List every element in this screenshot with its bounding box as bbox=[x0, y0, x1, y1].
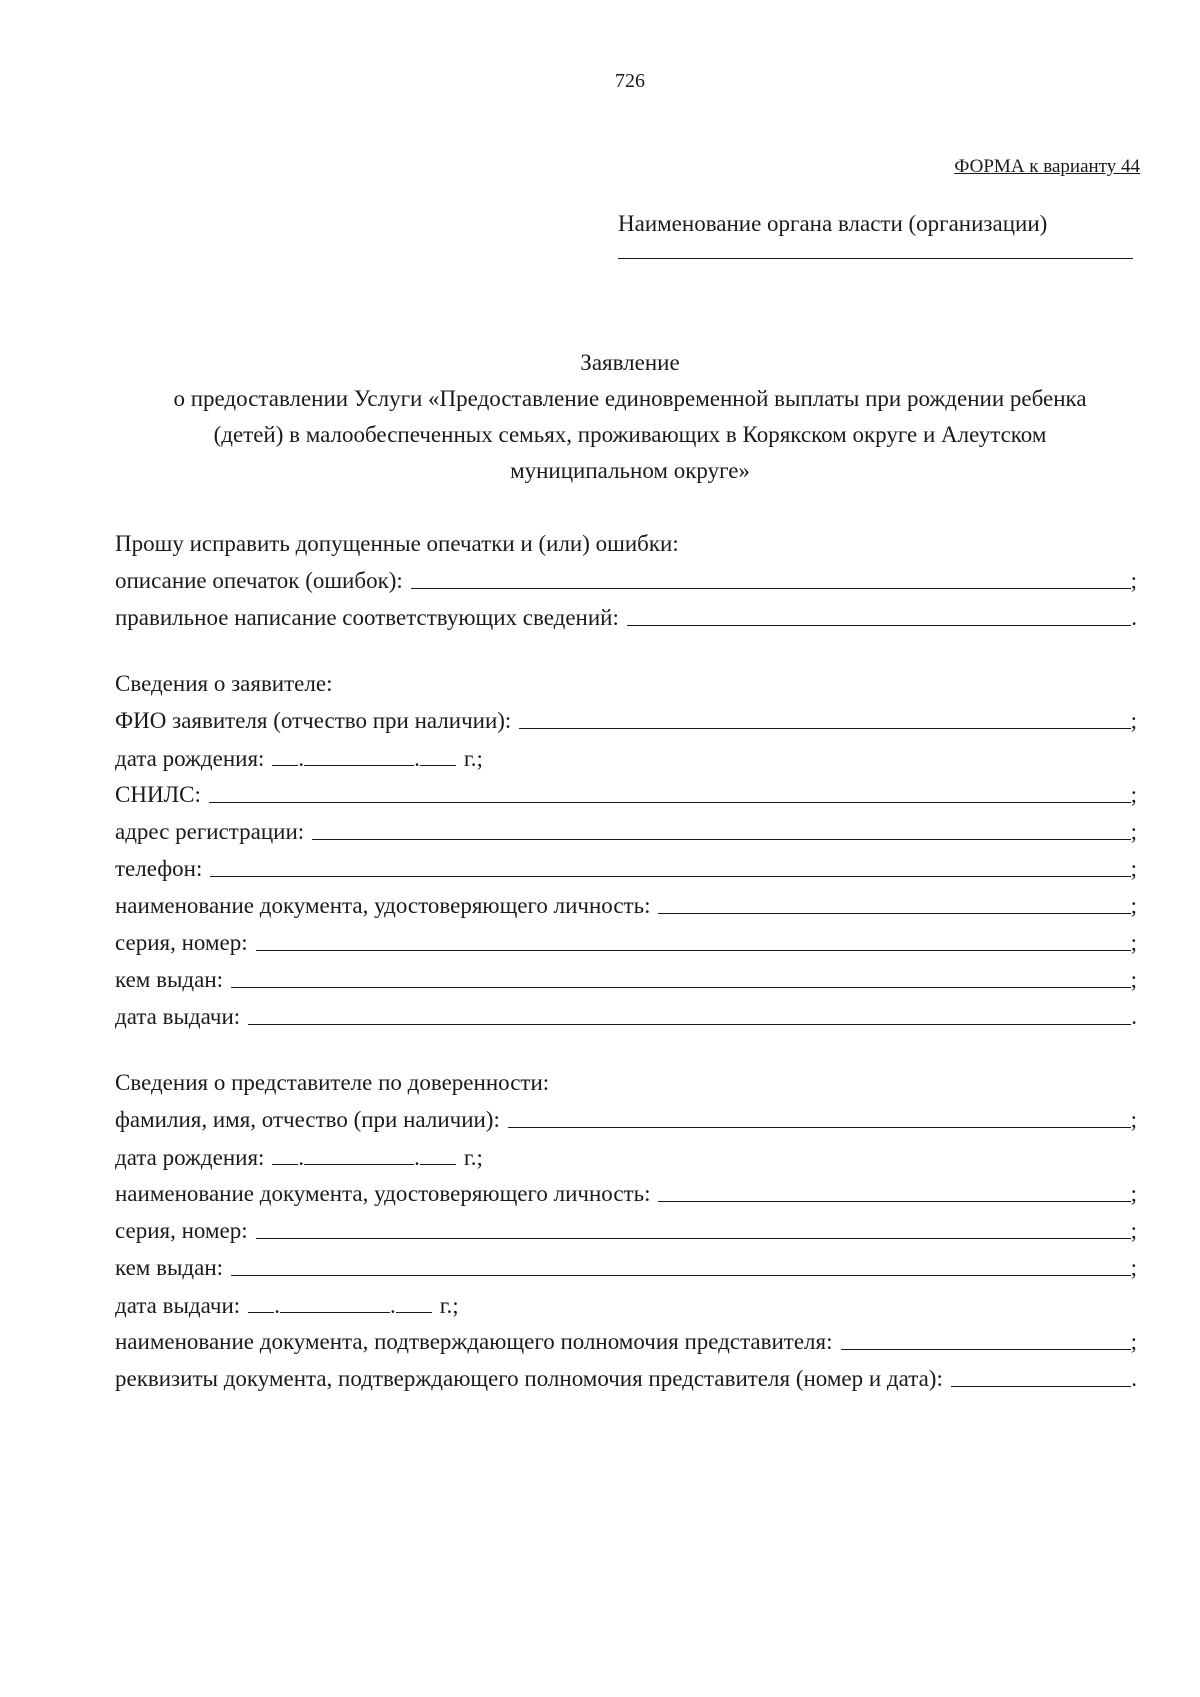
row-rep-issued-by bbox=[115, 1249, 1137, 1286]
applicant-fio-label: ФИО заявителя (отчество при наличии): bbox=[115, 708, 512, 733]
semicolon: ; bbox=[1130, 930, 1137, 955]
semicolon: ; bbox=[1130, 967, 1137, 992]
applicant-issued-by-label: кем выдан: bbox=[115, 967, 224, 992]
applicant-series-label: серия, номер: bbox=[115, 930, 248, 955]
period: . bbox=[1131, 1366, 1137, 1391]
rep-issued-by-label: кем выдан: bbox=[115, 1255, 224, 1280]
semicolon: ; bbox=[1130, 1329, 1137, 1354]
rep-issue-month-field[interactable] bbox=[280, 1286, 390, 1313]
date-dot: . bbox=[298, 746, 305, 771]
row-applicant-issued-by bbox=[115, 961, 1137, 998]
correct-spelling-field[interactable] bbox=[627, 599, 1131, 626]
organization-label: Наименование органа власти (организации) bbox=[618, 211, 1048, 236]
semicolon: ; bbox=[1130, 1255, 1137, 1280]
authority-doc-label: наименование документа, подтверждающего полномочия представителя: bbox=[115, 1329, 833, 1354]
row-applicant-birth bbox=[115, 739, 1137, 776]
title-line-1: Заявление bbox=[580, 350, 680, 375]
date-dot: . bbox=[414, 746, 420, 771]
row-rep-doc-name bbox=[115, 1175, 1137, 1212]
errors-description-field[interactable] bbox=[411, 562, 1131, 589]
snils-label: СНИЛС: bbox=[115, 782, 201, 807]
semicolon: ; bbox=[1130, 568, 1137, 593]
rep-doc-name-field[interactable] bbox=[658, 1175, 1130, 1202]
authority-details-label: реквизиты документа, подтверждающего полномочия представителя (номер и дата): bbox=[115, 1366, 943, 1391]
date-dot: . bbox=[298, 1145, 305, 1170]
phone-field[interactable] bbox=[210, 850, 1130, 877]
applicant-doc-name-field[interactable] bbox=[658, 887, 1130, 914]
rep-issued-by-field[interactable] bbox=[231, 1249, 1131, 1276]
semicolon: ; bbox=[1130, 708, 1137, 733]
row-errors-description bbox=[115, 562, 1137, 599]
applicant-series-field[interactable] bbox=[256, 924, 1131, 951]
form-sections bbox=[115, 525, 1137, 1397]
semicolon: ; bbox=[1130, 819, 1137, 844]
row-rep-birth bbox=[115, 1138, 1137, 1175]
year-suffix: г.; bbox=[463, 1145, 483, 1170]
rep-issue-year-field[interactable] bbox=[396, 1286, 432, 1313]
birth-month-field[interactable] bbox=[304, 739, 414, 766]
address-label: адрес регистрации: bbox=[115, 819, 305, 844]
row-applicant-issue-date bbox=[115, 998, 1137, 1035]
rep-doc-name-label: наименование документа, удостоверяющего личность: bbox=[115, 1181, 651, 1206]
row-applicant-snils bbox=[115, 776, 1137, 813]
semicolon: ; bbox=[1130, 1181, 1137, 1206]
rep-birth-year-field[interactable] bbox=[420, 1138, 456, 1165]
snils-field[interactable] bbox=[209, 776, 1131, 803]
applicant-doc-name-label: наименование документа, удостоверяющего личность: bbox=[115, 893, 651, 918]
rep-fio-field[interactable] bbox=[508, 1101, 1131, 1128]
applicant-issue-date-label: дата выдачи: bbox=[115, 1004, 241, 1029]
date-dot: . bbox=[274, 1293, 280, 1318]
row-applicant-address bbox=[115, 813, 1137, 850]
title-line-3: (детей) в малообеспеченных семьях, проживающих в Корякском округе и Алеутском bbox=[213, 422, 1047, 447]
authority-details-field[interactable] bbox=[951, 1360, 1131, 1387]
errors-description-label: описание опечаток (ошибок): bbox=[115, 568, 403, 593]
rep-series-label: серия, номер: bbox=[115, 1218, 248, 1243]
organization-input-line[interactable] bbox=[618, 258, 1133, 259]
applicant-issued-by-field[interactable] bbox=[231, 961, 1131, 988]
rep-birth-day-field[interactable] bbox=[272, 1138, 298, 1165]
semicolon: ; bbox=[1130, 1107, 1137, 1132]
correct-spelling-label: правильное написание соответствующих сведений: bbox=[115, 605, 619, 630]
row-authority-details bbox=[115, 1360, 1137, 1397]
row-rep-series bbox=[115, 1212, 1137, 1249]
semicolon: ; bbox=[1130, 856, 1137, 881]
row-applicant-phone bbox=[115, 850, 1137, 887]
title-line-2: о предоставлении Услуги «Предоставление единовременной выплаты при рождении ребенка bbox=[173, 386, 1087, 411]
rep-fio-label: фамилия, имя, отчество (при наличии): bbox=[115, 1107, 500, 1132]
year-suffix: г.; bbox=[439, 1293, 459, 1318]
document-title bbox=[115, 345, 1145, 489]
representative-heading: Сведения о представителе по доверенности: bbox=[115, 1070, 550, 1095]
row-rep-issue-date bbox=[115, 1286, 1137, 1323]
rep-birth-label: дата рождения: bbox=[115, 1145, 265, 1170]
rep-issue-date-label: дата выдачи: bbox=[115, 1293, 241, 1318]
applicant-fio-field[interactable] bbox=[519, 702, 1130, 729]
row-rep-fio bbox=[115, 1101, 1137, 1138]
semicolon: ; bbox=[1130, 1218, 1137, 1243]
address-field[interactable] bbox=[312, 813, 1130, 840]
rep-birth-month-field[interactable] bbox=[304, 1138, 414, 1165]
semicolon: ; bbox=[1130, 782, 1137, 807]
period: . bbox=[1131, 1004, 1137, 1029]
birth-year-field[interactable] bbox=[420, 739, 456, 766]
organization-block bbox=[618, 210, 1133, 259]
date-dot: . bbox=[414, 1145, 420, 1170]
row-applicant-fio bbox=[115, 702, 1137, 739]
semicolon: ; bbox=[1130, 893, 1137, 918]
row-applicant-series bbox=[115, 924, 1137, 961]
corrections-heading: Прошу исправить допущенные опечатки и (или) ошибки: bbox=[115, 531, 679, 556]
row-correct-spelling bbox=[115, 599, 1137, 636]
row-authority-doc bbox=[115, 1323, 1137, 1360]
applicant-issue-date-field[interactable] bbox=[248, 998, 1131, 1025]
period: . bbox=[1131, 605, 1137, 630]
title-line-4: муниципальном округе» bbox=[510, 458, 750, 483]
page-number: 726 bbox=[615, 70, 645, 92]
year-suffix: г.; bbox=[463, 746, 483, 771]
applicant-birth-label: дата рождения: bbox=[115, 746, 265, 771]
form-reference: ФОРМА к варианту 44 bbox=[954, 156, 1140, 177]
phone-label: телефон: bbox=[115, 856, 203, 881]
row-applicant-doc-name bbox=[115, 887, 1137, 924]
date-dot: . bbox=[389, 1293, 396, 1318]
rep-series-field[interactable] bbox=[256, 1212, 1131, 1239]
birth-day-field[interactable] bbox=[272, 739, 298, 766]
rep-issue-day-field[interactable] bbox=[248, 1286, 274, 1313]
authority-doc-field[interactable] bbox=[841, 1323, 1131, 1350]
applicant-heading: Сведения о заявителе: bbox=[115, 671, 333, 696]
